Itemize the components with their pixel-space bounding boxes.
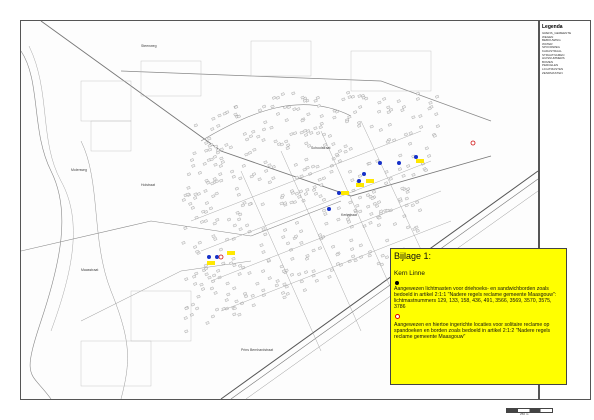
lichtmast-marker[interactable]	[414, 155, 418, 159]
lichtmast-label	[356, 183, 364, 187]
legend-item: STRAATNAMEN	[542, 52, 565, 57]
legend-title: Legenda	[542, 24, 563, 30]
lichtmast-label	[207, 261, 215, 265]
legend-item: SPOORWEG	[542, 45, 560, 50]
legend-item: BEBOUWING	[542, 38, 561, 43]
lichtmast-marker[interactable]	[397, 161, 401, 165]
street-label: Steenweg	[141, 44, 157, 48]
panel-subtitle: Kern Linne	[394, 270, 425, 277]
reclame-location-marker[interactable]	[219, 255, 223, 259]
lichtmast-marker[interactable]	[327, 207, 331, 211]
legend-item: LICHTMASTEN	[542, 66, 564, 71]
annotation-panel	[390, 248, 567, 385]
lichtmast-symbol-icon	[395, 281, 399, 285]
lichtmast-marker[interactable]	[337, 191, 341, 195]
lichtmast-marker[interactable]	[207, 255, 211, 259]
reclame-location-symbol-icon	[395, 314, 400, 319]
legend-item: ZENDMASTEN	[542, 70, 563, 75]
lichtmast-marker[interactable]	[215, 255, 219, 259]
scale-bar	[506, 408, 551, 415]
street-label: Molenweg	[71, 168, 87, 172]
legend-item: KADASTRAAL	[542, 48, 562, 53]
street-label: Maasstraat	[81, 268, 99, 272]
lichtmast-description: Aangewezen lichtmasten voor driehoeks- en sandwichborden zoals bedoeld in artikel 2:1:1 "Nadere regels reclame gemeente Maasgouw": lichtmastnummers 129, 133, 158, 436, 491, 3566, 3569, 3570, 3575, 3786	[394, 286, 557, 310]
street-label: Prins Bernhardstraat	[241, 348, 274, 352]
lichtmast-marker[interactable]	[378, 161, 382, 165]
street-label: Holstraat	[141, 183, 156, 187]
legend-item: WEGEN	[542, 34, 554, 39]
legend-item: HUISNUMMERS	[542, 56, 565, 61]
legend-item: PERCELEN	[542, 63, 559, 68]
legend-item: WATER	[542, 41, 553, 46]
lichtmast-label	[341, 191, 349, 195]
lichtmast-label	[416, 159, 424, 163]
lichtmast-label	[366, 179, 374, 183]
legend-item: BOMEN	[542, 59, 554, 64]
street-label: Schoolstraat	[311, 146, 331, 150]
panel-heading: Bijlage 1:	[394, 251, 432, 261]
street-label: Kerkstraat	[341, 213, 357, 217]
scale-label: 250 m	[520, 412, 529, 416]
reclame-location-marker[interactable]	[471, 141, 475, 145]
lichtmast-label	[227, 251, 235, 255]
legend-item: GRENS_GEMEENTE	[542, 31, 572, 35]
lichtmast-marker[interactable]	[357, 179, 361, 183]
reclame-description: Aangewezen en hiertoe ingerichte locaties voor solitaire reclame op spandoeken en borden zoals bedoeld in artikel 2:1:2 "Nadere regels reclame gemeente Maasgouw"	[394, 322, 551, 340]
lichtmast-marker[interactable]	[362, 172, 366, 176]
